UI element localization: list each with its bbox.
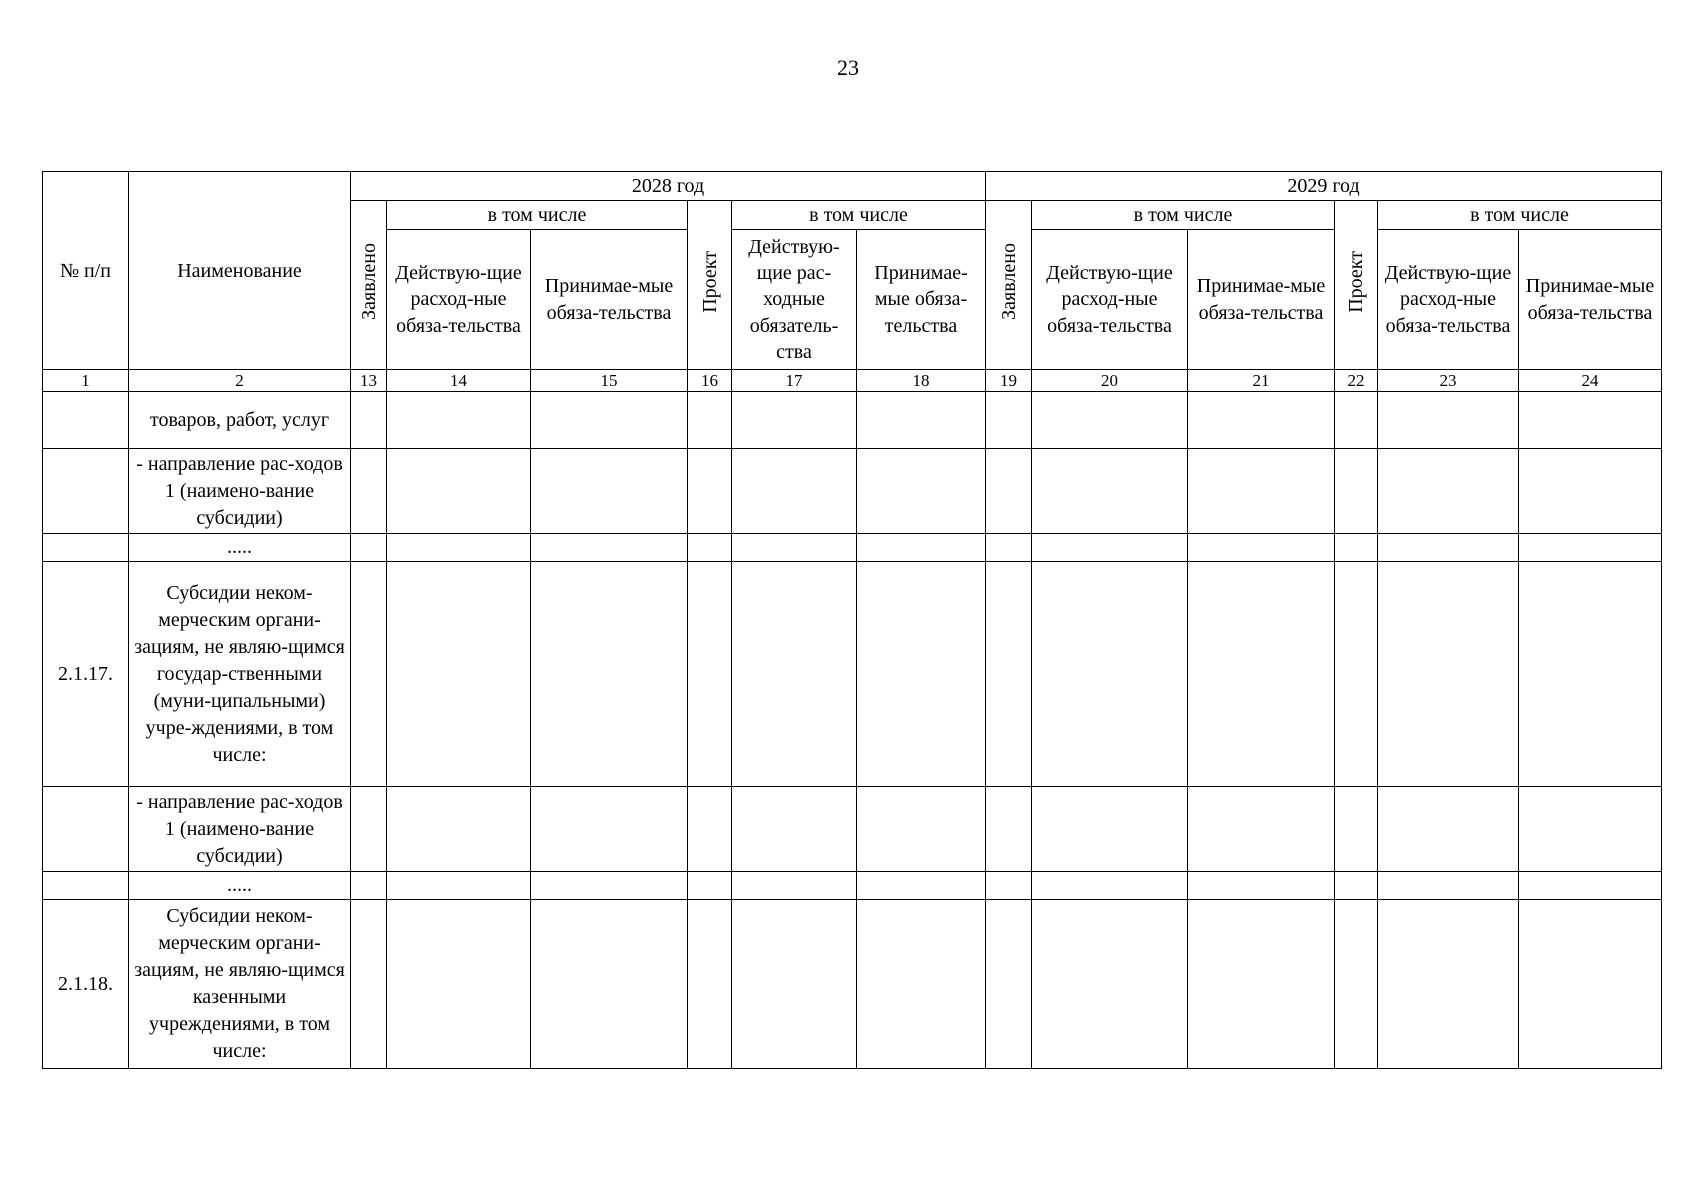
header-project-2029 [1335, 201, 1378, 370]
row-name: Субсидии неком-мерческим органи-зациям, не являю-щимся казенными учреждениями, в том числе: [129, 900, 351, 1069]
value-cell [857, 787, 986, 872]
value-cell [531, 449, 688, 534]
value-cell [1335, 787, 1378, 872]
value-cell [531, 872, 688, 900]
row-name: - направление рас-ходов 1 (наимено-вание субсидии) [129, 787, 351, 872]
header-declared-2029 [986, 201, 1032, 370]
value-cell [387, 449, 531, 534]
value-cell [688, 787, 732, 872]
value-cell [1032, 787, 1188, 872]
row-number: 2.1.17. [43, 562, 129, 787]
value-cell [1032, 562, 1188, 787]
column-number: 18 [857, 370, 986, 392]
header-including-project-2029: в том числе [1378, 201, 1662, 230]
column-number: 20 [1032, 370, 1188, 392]
value-cell [1519, 900, 1662, 1069]
value-cell [387, 900, 531, 1069]
column-number: 23 [1378, 370, 1519, 392]
value-cell [732, 392, 857, 449]
value-cell [387, 392, 531, 449]
value-cell [986, 562, 1032, 787]
value-cell [351, 534, 387, 562]
column-numbers-row [43, 370, 1662, 392]
value-cell [688, 872, 732, 900]
value-cell [688, 392, 732, 449]
row-number [43, 392, 129, 449]
value-cell [986, 534, 1032, 562]
row-name: - направление рас-ходов 1 (наимено-вание субсидии) [129, 449, 351, 534]
header-including-declared-2029: в том числе [1032, 201, 1335, 230]
header-accepted-obligations: Принимае-мые обяза-тельства [857, 230, 986, 370]
header-project-label: Проект [1345, 250, 1367, 313]
table-row [43, 392, 1662, 449]
table-row [43, 562, 1662, 787]
header-year-2029: 2029 год [986, 172, 1662, 201]
value-cell [531, 787, 688, 872]
value-cell [1188, 787, 1335, 872]
value-cell [351, 449, 387, 534]
value-cell [1188, 872, 1335, 900]
header-accepted-obligations: Принимае-мые обяза-тельства [1188, 230, 1335, 370]
value-cell [351, 392, 387, 449]
header-declared-label: Заявлено [357, 243, 380, 320]
value-cell [1335, 562, 1378, 787]
value-cell [732, 562, 857, 787]
value-cell [986, 900, 1032, 1069]
header-accepted-obligations: Принимае-мые обяза-тельства [1519, 230, 1662, 370]
header-including-project-2028: в том числе [732, 201, 986, 230]
row-number: 2.1.18. [43, 900, 129, 1069]
value-cell [1335, 392, 1378, 449]
value-cell [1519, 562, 1662, 787]
table-row [43, 534, 1662, 562]
header-existing-obligations: Действую-щие расход-ные обяза-тельства [1378, 230, 1519, 370]
value-cell [688, 534, 732, 562]
header-declared-label: Заявлено [997, 243, 1020, 320]
value-cell [732, 872, 857, 900]
header-project-2028 [688, 201, 732, 370]
header-year-2028: 2028 год [351, 172, 986, 201]
page-number: 23 [837, 55, 859, 80]
value-cell [351, 787, 387, 872]
header-existing-obligations: Действую-щие расход-ные обяза-тельства [1032, 230, 1188, 370]
value-cell [857, 392, 986, 449]
value-cell [1378, 449, 1519, 534]
column-number: 16 [688, 370, 732, 392]
header-row-years [43, 172, 1662, 201]
column-number: 24 [1519, 370, 1662, 392]
value-cell [531, 900, 688, 1069]
value-cell [351, 562, 387, 787]
row-number [43, 872, 129, 900]
header-project-label: Проект [698, 250, 721, 313]
value-cell [351, 900, 387, 1069]
budget-obligations-table [42, 171, 1662, 1069]
row-name: Субсидии неком-мерческим органи-зациям, не являю-щимся государ-ственными (муни-ципальными) учре-ждениями, в том числе: [129, 562, 351, 787]
value-cell [531, 534, 688, 562]
value-cell [387, 872, 531, 900]
value-cell [1188, 449, 1335, 534]
value-cell [1032, 900, 1188, 1069]
column-number: 21 [1188, 370, 1335, 392]
value-cell [1335, 900, 1378, 1069]
value-cell [1378, 392, 1519, 449]
header-declared-2028 [351, 201, 387, 370]
column-number: 13 [351, 370, 387, 392]
row-name: ..... [129, 872, 351, 900]
value-cell [1378, 872, 1519, 900]
table-header [43, 172, 1662, 392]
table-row [43, 872, 1662, 900]
table-row [43, 449, 1662, 534]
column-number: 19 [986, 370, 1032, 392]
value-cell [1519, 872, 1662, 900]
value-cell [1032, 534, 1188, 562]
value-cell [1519, 787, 1662, 872]
value-cell [1519, 534, 1662, 562]
header-including-declared-2028: в том числе [387, 201, 688, 230]
value-cell [1188, 562, 1335, 787]
row-number [43, 449, 129, 534]
column-number: 15 [531, 370, 688, 392]
value-cell [1032, 872, 1188, 900]
value-cell [1378, 562, 1519, 787]
value-cell [986, 787, 1032, 872]
value-cell [857, 534, 986, 562]
value-cell [1188, 534, 1335, 562]
value-cell [688, 449, 732, 534]
table-body [43, 392, 1662, 1069]
value-cell [732, 900, 857, 1069]
value-cell [986, 449, 1032, 534]
value-cell [1378, 900, 1519, 1069]
value-cell [857, 872, 986, 900]
value-cell [1335, 449, 1378, 534]
value-cell [531, 562, 688, 787]
header-col-number: № п/п [43, 172, 129, 370]
value-cell [1335, 534, 1378, 562]
value-cell [986, 872, 1032, 900]
value-cell [387, 787, 531, 872]
value-cell [857, 900, 986, 1069]
row-name: ..... [129, 534, 351, 562]
value-cell [732, 449, 857, 534]
table-row [43, 787, 1662, 872]
value-cell [1378, 787, 1519, 872]
value-cell [1032, 392, 1188, 449]
row-number [43, 534, 129, 562]
value-cell [1188, 392, 1335, 449]
value-cell [1335, 872, 1378, 900]
value-cell [857, 562, 986, 787]
value-cell [1519, 392, 1662, 449]
table-row [43, 900, 1662, 1069]
value-cell [1378, 534, 1519, 562]
row-name: товаров, работ, услуг [129, 392, 351, 449]
value-cell [387, 534, 531, 562]
value-cell [986, 392, 1032, 449]
header-accepted-obligations: Принимае-мые обяза-тельства [531, 230, 688, 370]
header-col-name: Наименование [129, 172, 351, 370]
value-cell [531, 392, 688, 449]
column-number: 1 [43, 370, 129, 392]
value-cell [732, 534, 857, 562]
column-number: 22 [1335, 370, 1378, 392]
header-existing-obligations: Действую-щие рас-ходные обязатель-ства [732, 230, 857, 370]
value-cell [387, 562, 531, 787]
header-existing-obligations: Действую-щие расход-ные обяза-тельства [387, 230, 531, 370]
value-cell [1032, 449, 1188, 534]
value-cell [688, 900, 732, 1069]
value-cell [1188, 900, 1335, 1069]
row-number [43, 787, 129, 872]
value-cell [732, 787, 857, 872]
column-number: 17 [732, 370, 857, 392]
value-cell [351, 872, 387, 900]
column-number: 2 [129, 370, 351, 392]
value-cell [688, 562, 732, 787]
value-cell [1519, 449, 1662, 534]
value-cell [857, 449, 986, 534]
column-number: 14 [387, 370, 531, 392]
